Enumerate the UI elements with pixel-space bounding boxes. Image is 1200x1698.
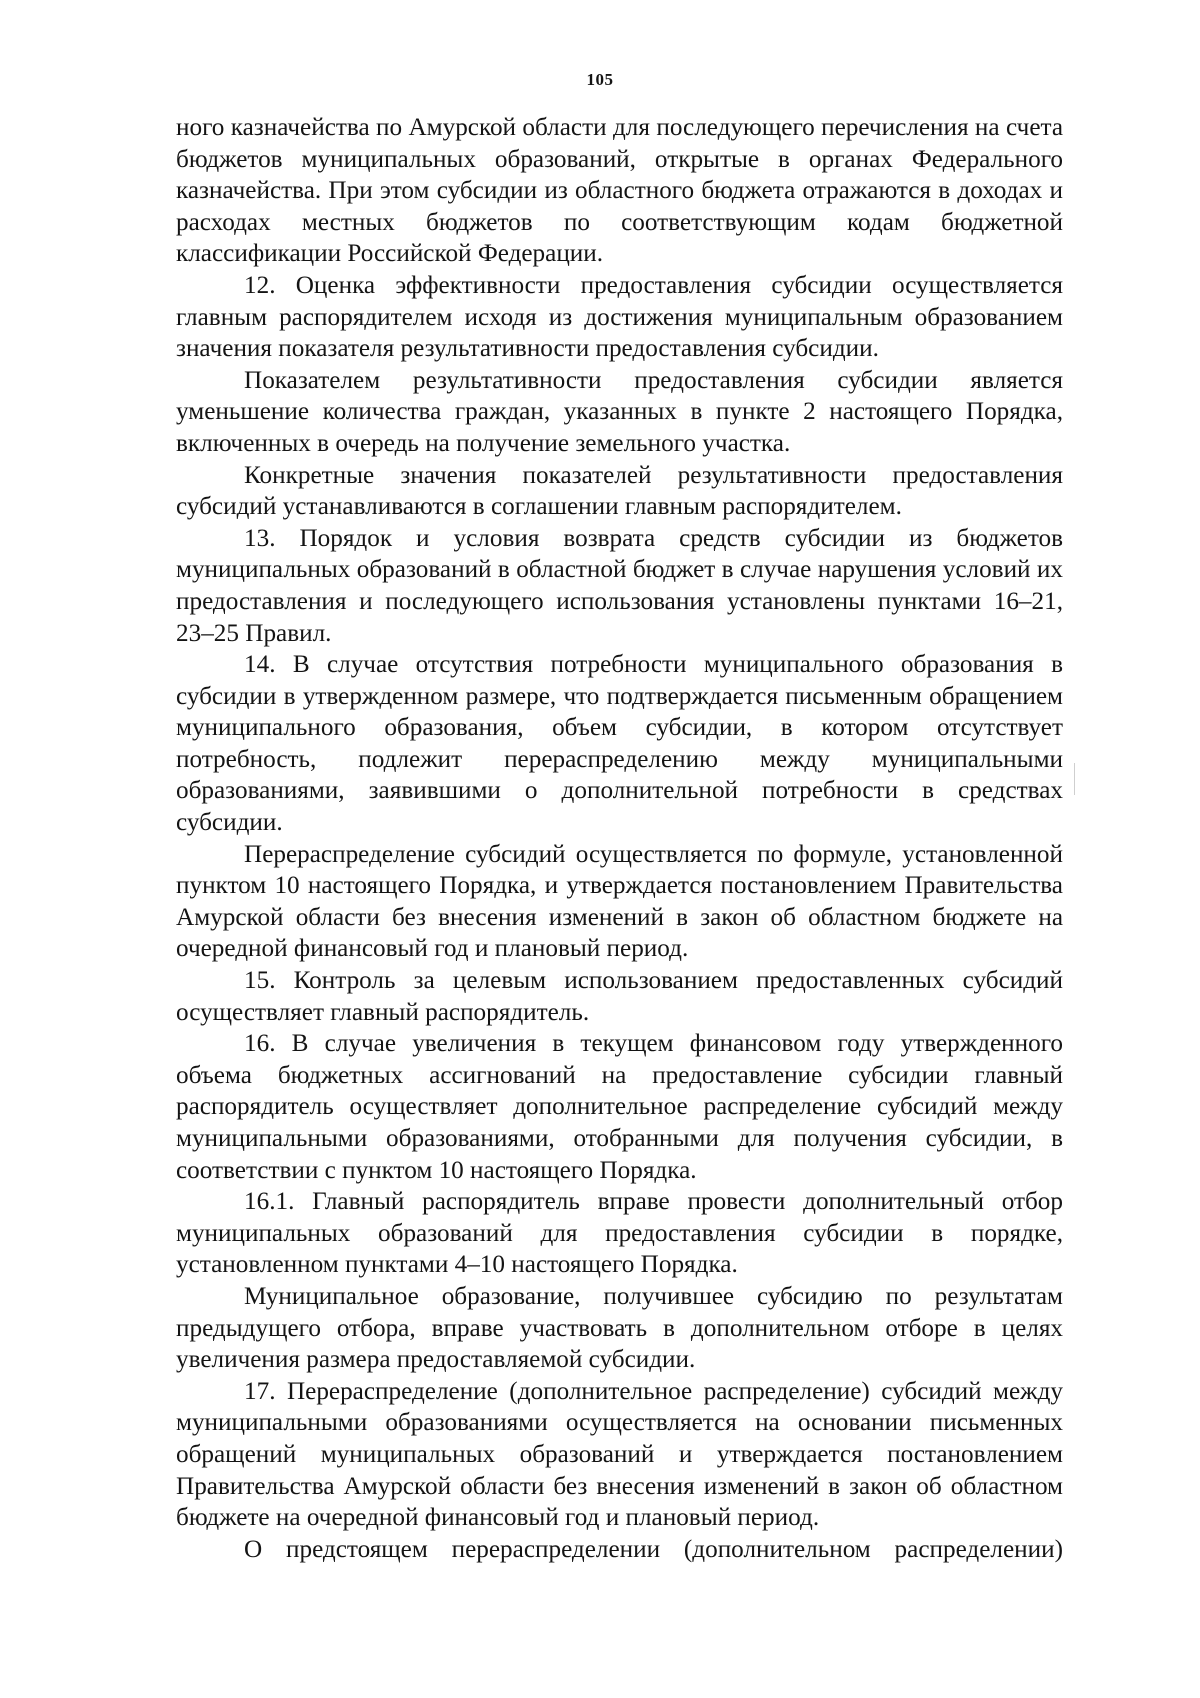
paragraph-indicator-values: Конкретные значения показателей результативности предоставления субсидий устанавливаются в соглашении главным распорядителем. [176,461,1063,521]
paragraph-item-16-1: 16.1. Главный распорядитель вправе провести дополнительный отбор муниципальных образований для предоставления субсидии в порядке, установленном пунктами 4–10 настоящего Порядка. [176,1188,1063,1279]
document-body [176,112,1063,1565]
paragraph-item-12: 12. Оценка эффективности предоставления субсидии осуществляется главным распорядителем исходя из достижения муниципальным образованием значения показателя результативности предоставления субсидии. [176,271,1063,363]
paragraph-item-15: 15. Контроль за целевым использованием предоставленных субсидий осуществляет главный распорядитель. [176,967,1063,1026]
paragraph-item-14: 14. В случае отсутствия потребности муниципального образования в субсидии в утвержденном размере, что подтверждается письменным обращением муниципального образования, объем субсидии, в котором отсутствует потребность, подлежит перераспределению между муниципальными образованиями, заявившими о дополнительной потребности в средствах субсидии. [176,651,1063,837]
paragraph-upcoming-redistribution: О предстоящем перераспределении (дополнительном распределении) [244,1535,1063,1563]
paragraph-result-indicator: Показателем результативности предоставления субсидии является уменьшение количества граждан, указанных в пункте 2 настоящего Порядка, включенных в очередь на получение земельного участка. [176,366,1063,457]
paragraph-additional-selection: Муниципальное образование, получившее субсидию по результатам предыдущего отбора, вправе участвовать в дополнительном отборе в целях увеличения размера предоставляемой субсидии. [176,1282,1063,1374]
scan-artifact-line [1074,763,1075,795]
paragraph-redistribution-formula: Перераспределение субсидий осуществляется по формуле, установленной пунктом 10 настоящего Порядка, и утверждается постановлением Правительства Амурской области без внесения изменений в закон об областном бюджете на очередной финансовый год и плановый период. [176,840,1063,963]
paragraph-item-13: 13. Порядок и условия возврата средств субсидии из бюджетов муниципальных образований в областной бюджет в случае нарушения условий их предоставления и последующего использования установлены пунктами 16–21, 23–25 Правил. [176,524,1063,647]
paragraph-item-16: 16. В случае увеличения в текущем финансовом году утвержденного объема бюджетных ассигнований на предоставление субсидии главный распорядитель осуществляет дополнительное распределение субсидий между муниципальными образованиями, отобранными для получения субсидии, в соответствии с пунктом 10 настоящего Порядка. [176,1030,1063,1184]
paragraph-treasury-continuation: ного казначейства по Амурской области для последующего перечисления на счета бюджетов муниципальных образований, открытые в органах Федерального казначейства. При этом субсидии из областного бюджета отражаются в доходах и расходах местных бюджетов по соответствующим кодам бюджетной классификации Российской Федерации. [176,114,1063,268]
paragraph-item-17: 17. Перераспределение (дополнительное распределение) субсидий между муниципальными образованиями осуществляется на основании письменных обращений муниципальных образований и утверждается постановлением Правительства Амурской области без внесения изменений в закон об областном бюджете на очередной финансовый год и плановый период. [176,1377,1063,1532]
page-number: 105 [586,70,614,89]
